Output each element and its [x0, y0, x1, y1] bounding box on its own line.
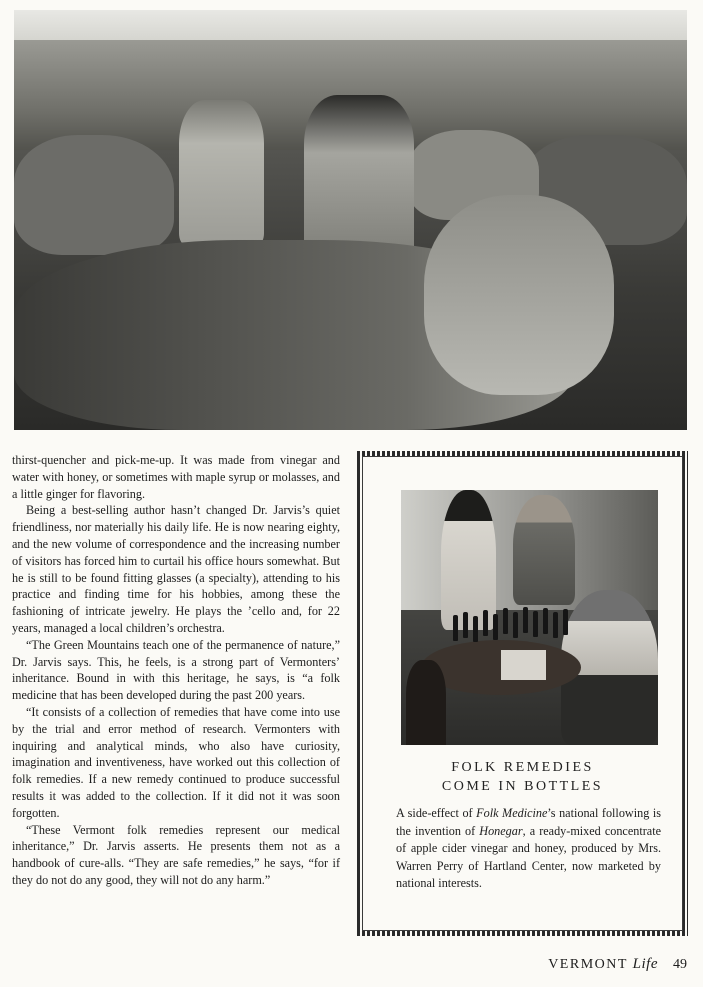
bottle: [513, 612, 518, 638]
article-paragraph: Being a best-selling author hasn’t changed Dr. Jarvis’s quiet friendliness, nor materially his daily life. He is now nearing eighty, and the new volume of correspondence and the increasing number of visitors has forced him to curtail his office hours somewhat. But he is still to be found fitting glasses (a specialty), attending to his practice and finding time for his hobbies, among these the fashioning of intricate jewelry. He plays the ’cello and, for 22 years, managed a local children’s orchestra.: [12, 503, 340, 635]
wooden-chair: [406, 660, 446, 745]
caption-product-name: Honegar: [479, 823, 523, 838]
caption-text: ’s national following is the invention of: [396, 806, 661, 838]
man-in-coat: [304, 95, 414, 260]
bottle: [543, 608, 548, 634]
page-footer: [548, 956, 687, 973]
bottle: [523, 607, 528, 633]
bottle: [533, 611, 538, 637]
bottle: [463, 612, 468, 638]
article-paragraph: “The Green Mountains teach one of the permanence of nature,” Dr. Jarvis says. This, he feels, is a strong part of Vermonters’ inheritance. Bound in with this heritage, he says, is “a folk medicine that has been developed during the past 200 years.: [12, 637, 340, 703]
cardboard-box: [501, 650, 546, 680]
bottle: [483, 610, 488, 636]
bottle: [553, 612, 558, 638]
bottle: [493, 614, 498, 640]
cow-left: [14, 135, 174, 255]
caption-text: A side-effect of: [396, 806, 477, 820]
woman-left: [441, 490, 496, 630]
bottle: [503, 608, 508, 634]
folk-remedies-sidebar: [357, 451, 688, 936]
bottle: [473, 616, 478, 642]
sidebar-title-line2: COME IN BOTTLES: [441, 779, 604, 794]
article-text: [12, 452, 340, 889]
article-paragraph: thirst-quencher and pick-me-up. It was made from vinegar and water with honey, or sometimes with maple syrup or molasses, and a little ginger for flavoring.: [12, 453, 340, 501]
cow-head-foreground: [424, 195, 614, 395]
sidebar-title-line1: FOLK REMEDIES: [451, 760, 594, 775]
bottling-women-photo: [401, 490, 658, 745]
article-paragraph: “These Vermont folk remedies represent our medical inheritance,” Dr. Jarvis asserts. He presents them not as a handbook of cure-alls. “They are safe remedies,” he says, “for if they do not do any good, they will not do any harm.”: [12, 822, 340, 887]
bottle: [563, 609, 568, 635]
article-paragraph: “It consists of a collection of remedies that have come into use by the trial and error method of research. Vermonters with inquiring and analytical minds, who also have curiosity, imagination and inventiveness, have worked out this collection of folk remedies. If a new remedy continued to produce successful results it was added to the collection. If it did not it was soon forgotten.: [12, 704, 340, 820]
woman-center: [513, 495, 575, 605]
caption-book-title: Folk Medicine: [476, 806, 548, 820]
sidebar-caption: [396, 805, 661, 893]
cows-and-men-photo: [14, 10, 687, 430]
magazine-name: VERMONT: [548, 957, 628, 972]
caption-text: , a ready-mixed concentrate of apple cider vinegar and honey, produced by Mrs. Warren Perry of Hartland Center, now marketed by national interests.: [396, 823, 661, 890]
man-in-cap: [179, 100, 264, 245]
bottle: [453, 615, 458, 641]
magazine-name-life: Life: [632, 956, 658, 972]
page-number: 49: [673, 957, 687, 972]
